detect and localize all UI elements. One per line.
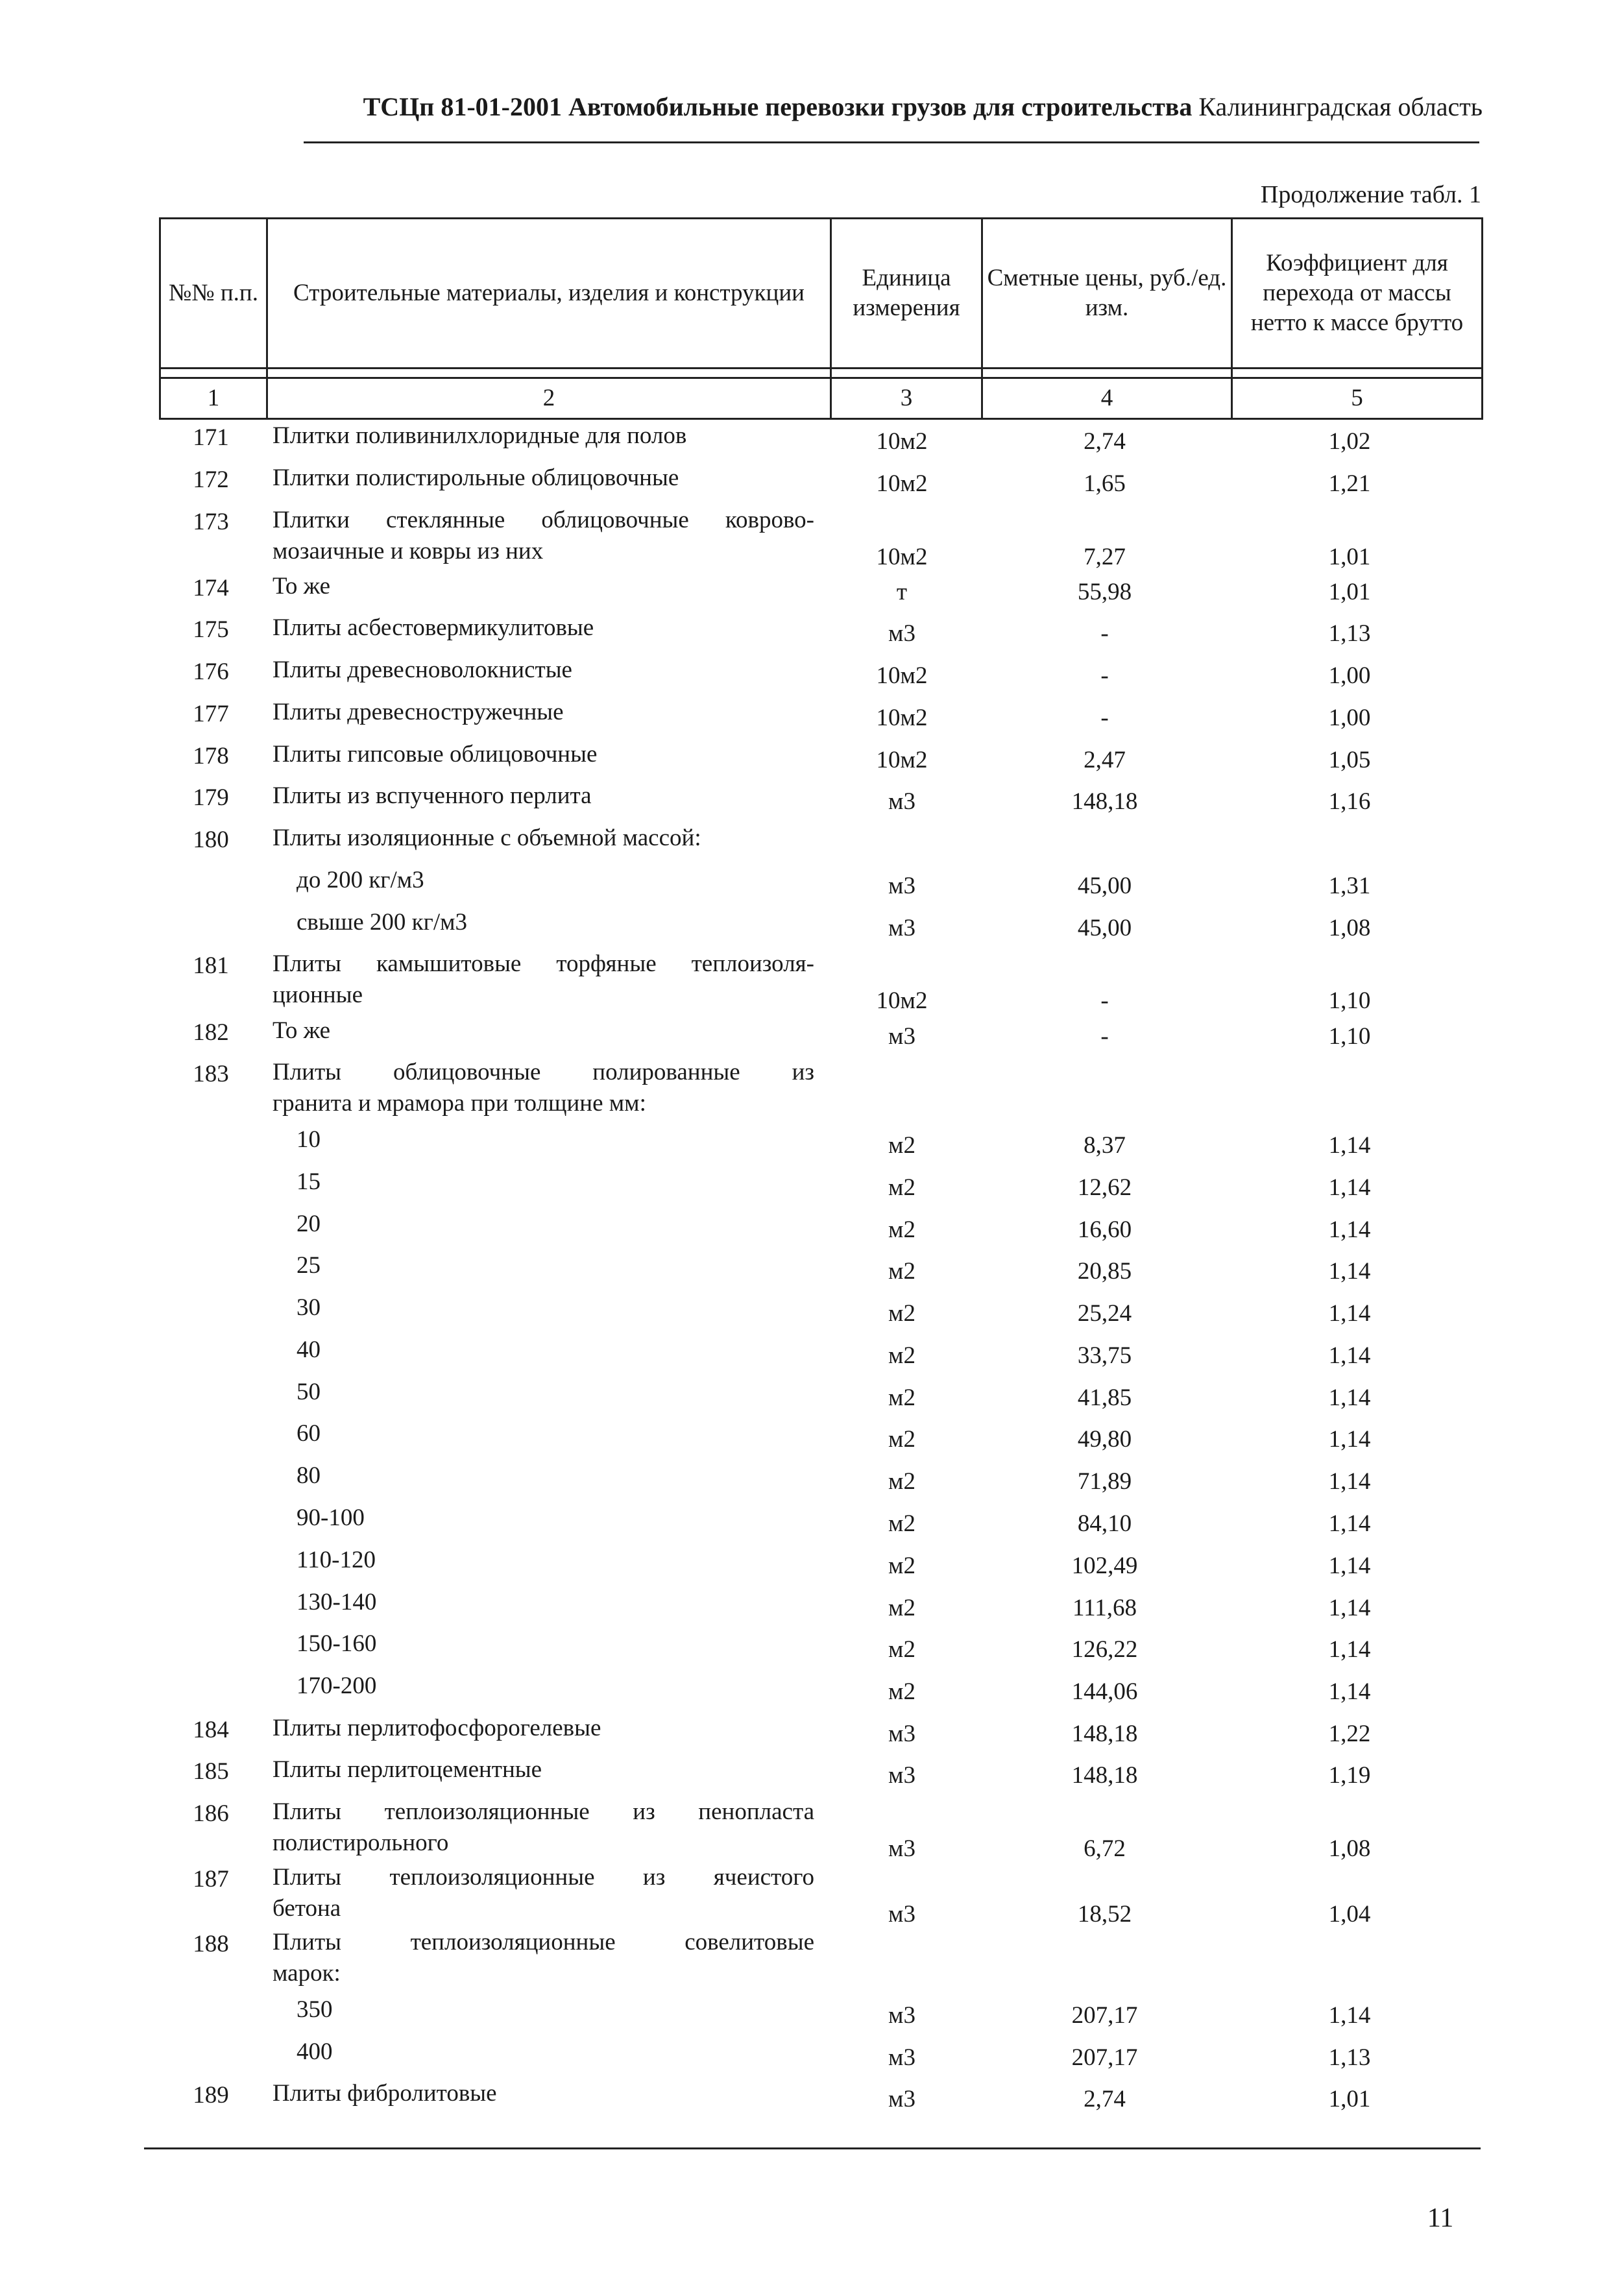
unit-value: м3	[888, 2002, 915, 2029]
material-name-line: Плиты облицовочные полированные из	[273, 1059, 814, 1085]
table-row	[0, 1292, 1624, 1335]
column-header-number: №№ п.п.	[160, 219, 267, 369]
price-value: 2,47	[1084, 747, 1126, 773]
coefficient-value: 1,14	[1328, 1132, 1371, 1159]
table-row	[0, 420, 1624, 463]
price-value: 6,72	[1084, 1835, 1126, 1862]
price-value: 144,06	[1071, 1678, 1138, 1705]
material-name	[297, 1628, 838, 1660]
coefficient-value: 1,14	[1328, 1258, 1371, 1285]
material-name-line: Плиты древесностружечные	[273, 699, 564, 725]
material-name-line: Плиты асбестовермикулитовые	[273, 614, 594, 641]
price-value: 12,62	[1077, 1174, 1132, 1201]
table-row	[0, 2078, 1624, 2121]
unit-value: м2	[888, 1595, 915, 1621]
row-number: 188	[193, 1931, 229, 1957]
unit-value: м3	[888, 1023, 915, 1050]
unit-value: м2	[888, 1636, 915, 1663]
table-row	[0, 1754, 1624, 1797]
material-name	[273, 1862, 814, 1924]
unit-value: м3	[888, 1835, 915, 1862]
price-value: 207,17	[1071, 2002, 1138, 2029]
row-number: 180	[193, 827, 229, 853]
price-value: -	[1100, 662, 1109, 689]
material-name	[273, 739, 814, 770]
material-name-line: 30	[297, 1294, 321, 1321]
coefficient-value: 1,02	[1328, 428, 1371, 455]
table-row	[0, 780, 1624, 823]
material-name	[297, 2037, 838, 2068]
table-row	[0, 697, 1624, 740]
price-value: 18,52	[1077, 1901, 1132, 1928]
unit-value: м3	[888, 2086, 915, 2112]
material-name	[273, 463, 814, 494]
table-row	[0, 1862, 1624, 1928]
price-value: 55,98	[1077, 579, 1132, 605]
material-name	[273, 1015, 814, 1046]
material-name-line: полистирольного	[273, 1830, 449, 1856]
row-number: 184	[193, 1717, 229, 1743]
unit-value: м3	[888, 788, 915, 815]
unit-value: м2	[888, 1553, 915, 1579]
material-name-line: Плиты фибролитовые	[273, 2080, 497, 2107]
material-name-line: 400	[297, 2038, 333, 2065]
material-name	[297, 1460, 838, 1492]
row-number: 187	[193, 1866, 229, 1892]
material-name-line: Плиты из вспученного перлита	[273, 782, 592, 809]
price-value: 49,80	[1077, 1426, 1132, 1453]
table-bottom-rule	[144, 2147, 1481, 2149]
coefficient-value: 1,14	[1328, 1468, 1371, 1495]
unit-value: м3	[888, 1721, 915, 1747]
row-number: 181	[193, 952, 229, 979]
material-name	[273, 1927, 814, 1989]
material-name-line: Плитки поливинилхлоридные для полов	[273, 422, 687, 449]
table-continuation-label: Продолжение табл. 1	[1260, 181, 1481, 208]
coefficient-value: 1,10	[1328, 1023, 1371, 1050]
table-row	[0, 1927, 1624, 1987]
material-name-line: мозаичные и ковры из них	[273, 538, 544, 564]
unit-value: м2	[888, 1384, 915, 1411]
material-name-line: Плиты теплоизоляционные из ячеистого	[273, 1864, 814, 1891]
coefficient-value: 1,16	[1328, 788, 1371, 815]
table-row	[0, 612, 1624, 655]
material-name-line: Плиты перлитоцементные	[273, 1756, 542, 1783]
coefficient-value: 1,14	[1328, 1426, 1371, 1453]
table-row	[0, 1057, 1624, 1117]
coefficient-value: 1,08	[1328, 915, 1371, 941]
material-name	[273, 823, 814, 854]
coefficient-value: 1,14	[1328, 1342, 1371, 1369]
price-value: 25,24	[1077, 1300, 1132, 1327]
material-name-line: гранита и мрамора при толщине мм:	[273, 1090, 646, 1117]
column-number: 3	[831, 378, 982, 419]
unit-value: м2	[888, 1174, 915, 1201]
column-number: 4	[982, 378, 1232, 419]
table-row	[0, 1015, 1624, 1058]
row-number: 175	[193, 616, 229, 643]
price-value: 45,00	[1077, 873, 1132, 899]
table-row	[0, 1796, 1624, 1862]
material-name-line: 350	[297, 1996, 333, 2023]
region-name: Калининградская область	[1192, 92, 1483, 121]
unit-value: 10м2	[876, 987, 928, 1014]
material-name	[297, 1250, 838, 1281]
row-number: 177	[193, 701, 229, 727]
unit-value: 10м2	[876, 705, 928, 731]
material-name-line: Плиты камышитовые торфяные теплоизоля-	[273, 950, 814, 977]
row-number: 183	[193, 1061, 229, 1087]
material-name	[273, 1057, 814, 1119]
material-name-line: Плиты древесноволокнистые	[273, 657, 572, 683]
column-header-coefficient: Коэффициент для перехода от массы нетто к массе брутто	[1232, 219, 1483, 369]
price-value: 111,68	[1072, 1595, 1137, 1621]
unit-value: м3	[888, 620, 915, 647]
price-value: 84,10	[1077, 1510, 1132, 1537]
material-name-line: 80	[297, 1462, 321, 1489]
material-name	[297, 865, 838, 896]
table-row	[0, 463, 1624, 505]
material-name	[273, 612, 814, 644]
material-name-line: 50	[297, 1379, 321, 1405]
row-number: 174	[193, 575, 229, 601]
price-value: -	[1100, 987, 1109, 1014]
column-number: 2	[267, 378, 831, 419]
material-name-line: Плиты изоляционные с объемной массой:	[273, 825, 701, 851]
price-value: 207,17	[1071, 2044, 1138, 2071]
coefficient-value: 1,14	[1328, 1636, 1371, 1663]
table-row	[0, 1587, 1624, 1630]
column-number: 5	[1232, 378, 1483, 419]
price-value: 126,22	[1071, 1636, 1138, 1663]
coefficient-value: 1,14	[1328, 2002, 1371, 2029]
material-name-line: 170-200	[297, 1673, 377, 1699]
material-name	[297, 1418, 838, 1449]
price-value: 148,18	[1071, 1762, 1138, 1789]
row-number: 186	[193, 1800, 229, 1827]
price-value: 8,37	[1084, 1132, 1126, 1159]
table-row	[0, 1167, 1624, 1209]
price-value: -	[1100, 705, 1109, 731]
table-row	[0, 739, 1624, 782]
material-name	[273, 505, 814, 567]
material-name	[297, 1209, 838, 1240]
material-name-line: 130-140	[297, 1589, 377, 1615]
material-name-line: Плиты теплоизоляционные совелитовые	[273, 1929, 814, 1955]
coefficient-value: 1,19	[1328, 1762, 1371, 1789]
material-name-line: 20	[297, 1211, 321, 1237]
material-name-line: Плиты перлитофосфорогелевые	[273, 1715, 601, 1741]
coefficient-value: 1,14	[1328, 1678, 1371, 1705]
unit-value: м2	[888, 1300, 915, 1327]
table-row	[0, 655, 1624, 697]
price-value: 41,85	[1077, 1384, 1132, 1411]
material-name-line: Плиты гипсовые облицовочные	[273, 741, 598, 768]
material-name	[297, 907, 838, 938]
coefficient-value: 1,14	[1328, 1174, 1371, 1201]
price-value: 102,49	[1071, 1553, 1138, 1579]
column-header-unit: Единица измерения	[831, 219, 982, 369]
material-name	[297, 1292, 838, 1324]
table-row	[0, 1418, 1624, 1461]
material-name	[273, 780, 814, 812]
row-number: 173	[193, 509, 229, 535]
unit-value: м2	[888, 1468, 915, 1495]
unit-value: т	[896, 579, 908, 605]
coefficient-value: 1,14	[1328, 1595, 1371, 1621]
unit-value: м2	[888, 1342, 915, 1369]
material-name	[273, 1713, 814, 1744]
table-row	[0, 1713, 1624, 1756]
material-name-line: 40	[297, 1336, 321, 1363]
row-number: 178	[193, 743, 229, 769]
material-name-line: 110-120	[297, 1547, 376, 1573]
row-number: 171	[193, 424, 229, 451]
material-name-line: Плитки стеклянные облицовочные коврово-	[273, 507, 814, 533]
price-value: 148,18	[1071, 1721, 1138, 1747]
table-row	[0, 1994, 1624, 2037]
material-name	[297, 1124, 838, 1155]
coefficient-value: 1,01	[1328, 544, 1371, 570]
price-value: -	[1100, 620, 1109, 647]
coefficient-value: 1,14	[1328, 1216, 1371, 1243]
unit-value: м2	[888, 1132, 915, 1159]
coefficient-value: 1,22	[1328, 1721, 1371, 1747]
unit-value: 10м2	[876, 470, 928, 497]
unit-value: м2	[888, 1678, 915, 1705]
page-number: 11	[1427, 2203, 1454, 2233]
coefficient-value: 1,01	[1328, 579, 1371, 605]
column-header-price: Сметные цены, руб./ед. изм.	[982, 219, 1232, 369]
unit-value: 10м2	[876, 544, 928, 570]
unit-value: 10м2	[876, 428, 928, 455]
table-row	[0, 1503, 1624, 1545]
column-number: 1	[160, 378, 267, 419]
coefficient-value: 1,13	[1328, 2044, 1371, 2071]
price-value: 16,60	[1077, 1216, 1132, 1243]
material-name	[297, 1671, 838, 1702]
unit-value: м3	[888, 873, 915, 899]
material-name	[297, 1167, 838, 1198]
table-row	[0, 823, 1624, 865]
price-value: -	[1100, 1023, 1109, 1050]
unit-value: м2	[888, 1258, 915, 1285]
coefficient-value: 1,04	[1328, 1901, 1371, 1928]
table-row	[0, 2037, 1624, 2079]
table-row	[0, 1671, 1624, 1713]
table-row	[0, 1460, 1624, 1503]
price-value: 2,74	[1084, 428, 1126, 455]
price-value: 33,75	[1077, 1342, 1132, 1369]
material-name-line: ционные	[273, 982, 363, 1008]
coefficient-value: 1,00	[1328, 705, 1371, 731]
material-name-line: Плиты теплоизоляционные из пенопласта	[273, 1798, 814, 1825]
table-row	[0, 1209, 1624, 1251]
material-name	[297, 1335, 838, 1366]
material-name-line: свыше 200 кг/м3	[297, 909, 468, 936]
material-name-line: 25	[297, 1252, 321, 1279]
material-name	[273, 2078, 814, 2109]
material-name	[273, 655, 814, 686]
material-name	[297, 1994, 838, 2025]
coefficient-value: 1,08	[1328, 1835, 1371, 1862]
material-name	[273, 571, 814, 602]
material-name	[297, 1377, 838, 1408]
coefficient-value: 1,14	[1328, 1300, 1371, 1327]
table-row	[0, 1250, 1624, 1293]
material-name-line: Плитки полистирольные облицовочные	[273, 465, 679, 491]
material-name-line: То же	[273, 1017, 331, 1044]
table-row	[0, 1545, 1624, 1588]
coefficient-value: 1,05	[1328, 747, 1371, 773]
coefficient-value: 1,21	[1328, 470, 1371, 497]
coefficient-value: 1,10	[1328, 987, 1371, 1014]
material-name-line: 90-100	[297, 1505, 365, 1531]
material-name	[273, 1796, 814, 1859]
table-row	[0, 505, 1624, 570]
coefficient-value: 1,14	[1328, 1384, 1371, 1411]
price-value: 45,00	[1077, 915, 1132, 941]
price-value: 7,27	[1084, 544, 1126, 570]
table-row	[0, 1628, 1624, 1671]
material-name-line: 15	[297, 1168, 321, 1195]
material-name-line: бетона	[273, 1895, 341, 1922]
row-number: 189	[193, 2082, 229, 2109]
material-name-line: 150-160	[297, 1630, 377, 1657]
unit-value: м2	[888, 1510, 915, 1537]
material-name-line: То же	[273, 573, 331, 599]
price-value: 148,18	[1071, 788, 1138, 815]
material-name-line: 10	[297, 1126, 321, 1153]
table-row	[0, 865, 1624, 908]
price-value: 20,85	[1077, 1258, 1132, 1285]
coefficient-value: 1,01	[1328, 2086, 1371, 2112]
row-number: 176	[193, 659, 229, 685]
material-name	[273, 949, 814, 1011]
column-header-material: Строительные материалы, изделия и конструкции	[267, 219, 831, 369]
price-value: 2,74	[1084, 2086, 1126, 2112]
material-name	[297, 1587, 838, 1618]
coefficient-value: 1,13	[1328, 620, 1371, 647]
table-row	[0, 1124, 1624, 1167]
unit-value: м2	[888, 1216, 915, 1243]
row-number: 182	[193, 1019, 229, 1046]
material-name	[297, 1503, 838, 1534]
coefficient-value: 1,14	[1328, 1510, 1371, 1537]
unit-value: 10м2	[876, 747, 928, 773]
unit-value: м2	[888, 1426, 915, 1453]
material-name-line: 60	[297, 1420, 321, 1447]
row-number: 185	[193, 1758, 229, 1785]
unit-value: 10м2	[876, 662, 928, 689]
coefficient-value: 1,00	[1328, 662, 1371, 689]
price-value: 71,89	[1077, 1468, 1132, 1495]
table-row	[0, 1335, 1624, 1377]
table-row	[0, 571, 1624, 614]
table-row	[0, 949, 1624, 1014]
material-name	[273, 420, 814, 452]
table-row	[0, 1377, 1624, 1420]
table-row	[0, 907, 1624, 950]
material-name-line: марок:	[273, 1960, 341, 1987]
material-name	[297, 1545, 838, 1576]
unit-value: м3	[888, 915, 915, 941]
material-name-line: до 200 кг/м3	[297, 867, 424, 893]
unit-value: м3	[888, 1901, 915, 1928]
row-number: 179	[193, 784, 229, 811]
row-number: 172	[193, 466, 229, 493]
unit-value: м3	[888, 2044, 915, 2071]
coefficient-value: 1,14	[1328, 1553, 1371, 1579]
material-name	[273, 1754, 814, 1785]
document-title: ТСЦп 81-01-2001 Автомобильные перевозки грузов для строительства	[363, 92, 1193, 121]
coefficient-value: 1,31	[1328, 873, 1371, 899]
material-name	[273, 697, 814, 728]
unit-value: м3	[888, 1762, 915, 1789]
price-value: 1,65	[1084, 470, 1126, 497]
